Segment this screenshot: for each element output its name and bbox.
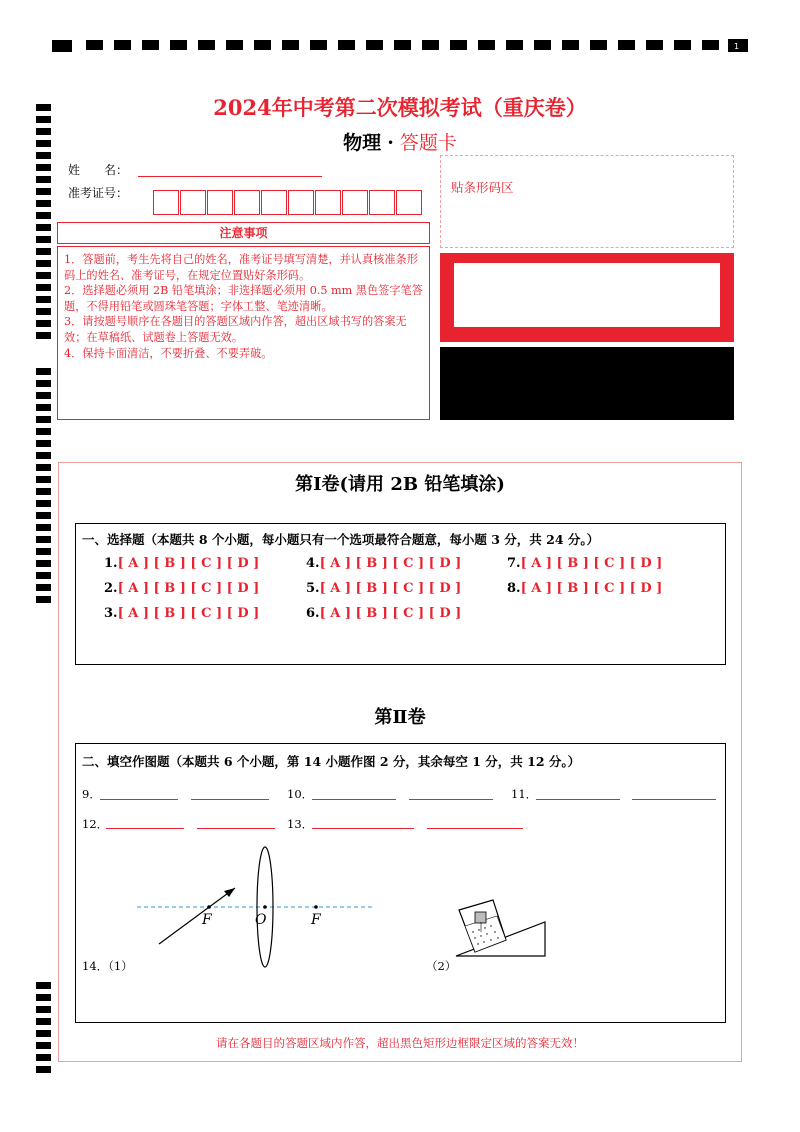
q10-label: 10． <box>287 787 314 801</box>
choice-row-3[interactable] <box>104 606 259 621</box>
choice-options[interactable]: [ A ] [ B ] [ C ] [ D ] <box>520 556 663 571</box>
choice-row-6[interactable] <box>306 606 461 621</box>
q11-blank-2[interactable] <box>632 799 716 800</box>
q9-blank-1[interactable] <box>100 799 178 800</box>
notice-item: 3．请按题号顺序在各题目的答题区域内作答，超出区域书写的答案无效；在草稿纸、试题卷上答题无效。 <box>64 315 407 344</box>
choice-options[interactable]: [ A ] [ B ] [ C ] [ D ] <box>520 581 663 596</box>
focus-left-label: F <box>202 912 212 928</box>
page-number: 1 <box>734 42 740 51</box>
q14-label: 14．（1） <box>82 959 133 973</box>
name-input[interactable] <box>138 176 322 177</box>
notice-item: 1．答题前，考生先将自己的姓名，准考证号填写清楚，并认真核准条形码上的姓名、准考证号，在规定位置贴好条形码。 <box>64 253 418 282</box>
choice-section-box <box>75 523 726 665</box>
q14-part2-label: （2） <box>426 959 457 973</box>
barcode-area <box>440 155 734 248</box>
black-block <box>440 347 734 420</box>
page-title: 2024年中考第二次模拟考试（重庆卷） <box>213 95 587 120</box>
notice-box <box>57 246 430 420</box>
notice-item: 2．选择题必须用 2B 铅笔填涂；非选择题必须用 0.5 mm 黑色签字笔答题，不得用铅笔或圆珠笔答题；字体工整、笔迹清晰。 <box>64 284 423 313</box>
q9-blank-2[interactable] <box>191 799 269 800</box>
focus-right-label: F <box>311 912 321 928</box>
choice-heading: 一、选择题（本题共 8 个小题，每小题只有一个选项最符合题意，每小题 3 分，共 24 分。） <box>82 532 600 547</box>
choice-row-8[interactable] <box>507 581 662 596</box>
choice-options[interactable]: [ A ] [ B ] [ C ] [ D ] <box>117 606 260 621</box>
question-number: 5. <box>306 581 320 596</box>
question-number: 4. <box>306 556 320 571</box>
choice-row-5[interactable] <box>306 581 461 596</box>
notice-heading: 注意事项 <box>57 222 430 244</box>
choice-row-7[interactable] <box>507 556 662 571</box>
name-label: 姓 名： <box>68 163 129 177</box>
question-number: 8. <box>507 581 521 596</box>
choice-options[interactable]: [ A ] [ B ] [ C ] [ D ] <box>319 581 462 596</box>
incline-container-diagram[interactable] <box>451 892 551 962</box>
choice-options[interactable]: [ A ] [ B ] [ C ] [ D ] <box>319 606 462 621</box>
q13-blank-1[interactable] <box>312 828 414 829</box>
absent-mark-box <box>440 253 734 342</box>
choice-options[interactable]: [ A ] [ B ] [ C ] [ D ] <box>117 556 260 571</box>
q10-blank-2[interactable] <box>409 799 493 800</box>
barcode-label: 贴条形码区 <box>451 180 514 195</box>
q12-label: 12． <box>82 817 109 831</box>
choice-row-2[interactable] <box>104 581 259 596</box>
question-number: 6. <box>306 606 320 621</box>
footer-warning: 请在各题目的答题区域内作答，超出黑色矩形边框限定区域的答案无效！ <box>216 1036 584 1050</box>
q13-label: 13． <box>287 817 314 831</box>
q11-blank-1[interactable] <box>536 799 620 800</box>
q13-blank-2[interactable] <box>427 828 523 829</box>
convex-lens-diagram[interactable] <box>131 839 441 969</box>
choice-row-1[interactable] <box>104 556 259 571</box>
card-label: 答题卡 <box>399 132 457 154</box>
question-number: 2. <box>104 581 118 596</box>
fill-heading: 二、填空作图题（本题共 6 个小题，第 14 小题作图 2 分，其余每空 1 分，共 12 分。） <box>82 754 581 769</box>
page-subtitle <box>0 128 800 155</box>
subject-label: 物理 <box>343 132 382 154</box>
fill-section-box <box>75 743 726 1023</box>
section1-title: 第Ⅰ卷(请用 2B 铅笔填涂) <box>295 474 505 495</box>
q12-blank-1[interactable] <box>106 828 184 829</box>
choice-row-4[interactable] <box>306 556 461 571</box>
subtitle-dot: · <box>387 132 394 154</box>
q9-label: 9． <box>82 787 101 801</box>
choice-options[interactable]: [ A ] [ B ] [ C ] [ D ] <box>319 556 462 571</box>
q10-blank-1[interactable] <box>312 799 396 800</box>
question-number: 7. <box>507 556 521 571</box>
id-label: 准考证号： <box>68 186 129 200</box>
q12-blank-2[interactable] <box>197 828 275 829</box>
center-label: O <box>255 912 267 928</box>
notice-item: 4．保持卡面清洁，不要折叠、不要弄破。 <box>64 346 273 360</box>
section2-title: 第Ⅱ卷 <box>374 707 426 728</box>
q11-label: 11． <box>511 787 538 801</box>
question-number: 1. <box>104 556 118 571</box>
choice-options[interactable]: [ A ] [ B ] [ C ] [ D ] <box>117 581 260 596</box>
question-number: 3. <box>104 606 118 621</box>
